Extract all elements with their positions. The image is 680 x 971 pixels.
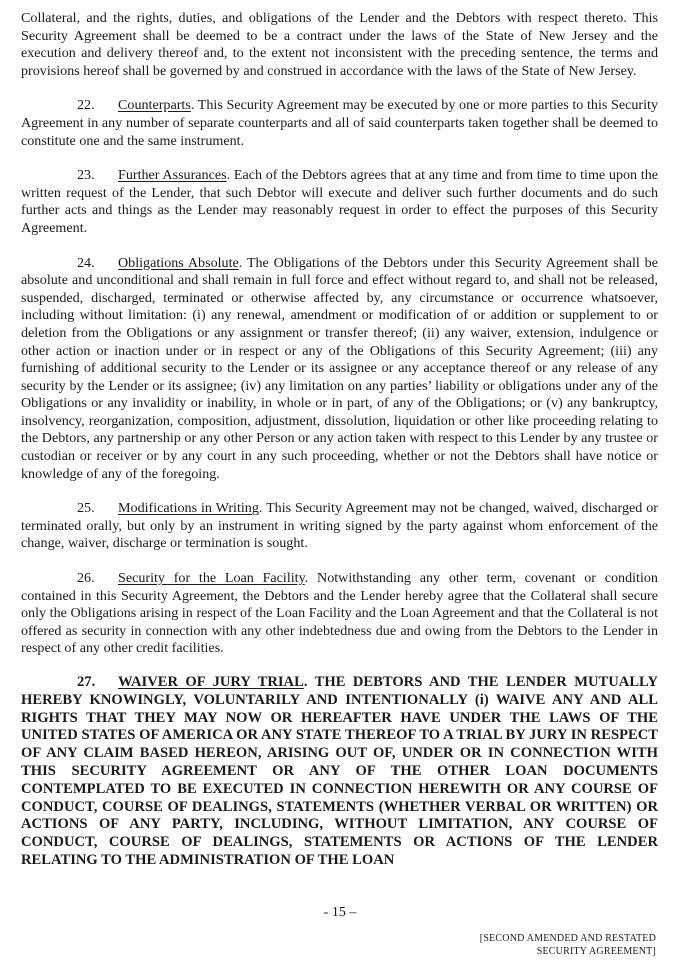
section-heading: Obligations Absolute <box>118 254 239 271</box>
section-heading: WAIVER OF JURY TRIAL <box>118 674 304 690</box>
section-26 <box>21 570 658 658</box>
section-number: 26. <box>77 570 95 587</box>
section-heading: Counterparts <box>118 97 191 114</box>
section-number: 22. <box>77 97 95 114</box>
section-heading: Further Assurances <box>118 167 227 184</box>
continued-paragraph: Collateral, and the rights, duties, and obligations of the Lender and the Debtors with respect thereto. This Security Agreement shall be deemed to be a contract under the laws of the State of New Jersey and the execution and delivery thereof and, to the extent not inconsistent with the preceding sentence, the terms and provisions hereof shall be governed by and construed in accordance with the laws of the State of New Jersey. <box>21 10 658 79</box>
section-text: . Each of the Debtors agrees that at any time and from time to time upon the written request of the Lender, that such Debtor will execute and deliver such further documents and do such further acts and things as the Lender may reasonably request in order to effect the purposes of this Security Agreement. <box>21 167 658 236</box>
section-number: 23. <box>77 167 95 184</box>
section-25 <box>21 500 658 553</box>
section-27-jury-waiver <box>21 674 658 870</box>
section-23 <box>21 167 658 237</box>
section-number: 24. <box>77 254 95 271</box>
section-22 <box>21 97 658 150</box>
section-number: 27. <box>77 674 96 690</box>
document-body <box>21 10 658 870</box>
section-text: . This Security Agreement may not be changed, waived, discharged or terminated orally, but only by an instrument in writing signed by the party against whom enforcement of the change, waiver, discharge or termination is sought. <box>21 500 658 552</box>
section-text: . Notwithstanding any other term, covenant or condition contained in this Security Agreement, the Debtors and the Lender hereby agree that the Collateral shall secure only the Obligations arising in respect of the Loan Facility and the Loan Agreement and that the Collateral is not offered as security in connection with any other indebtedness due and owing from the Debtors to the Lender in respect of any other credit facilities. <box>21 570 658 657</box>
section-text: . This Security Agreement may be executed by one or more parties to this Security Agreement in any number of separate counterparts and all of said counterparts taken together shall be deemed to constitute one and the same instrument. <box>21 97 658 149</box>
document-footer-label <box>416 932 656 958</box>
footer-label-line-2: SECURITY AGREEMENT] <box>536 946 656 957</box>
section-number: 25. <box>77 500 95 517</box>
section-24 <box>21 255 658 484</box>
page-number: - 15 – <box>323 905 357 920</box>
section-heading: Security for the Loan Facility <box>118 570 305 587</box>
section-text: . THE DEBTORS AND THE LENDER MUTUALLY HEREBY KNOWINGLY, VOLUNTARILY AND INTENTIONALLY (i) WAIVE ANY AND ALL RIGHTS THAT THEY MAY NOW OR HEREAFTER HAVE UNDER THE LAWS OF THE UNITED STATES OF AMERICA OR ANY STATE THEREOF TO A TRIAL BY JURY IN RESPECT OF ANY CLAIM BASED HEREON, ARISING OUT OF, UNDER OR IN CONNECTION WITH THIS SECURITY AGREEMENT OR ANY OF THE OTHER LOAN DOCUMENTS CONTEMPLATED TO BE EXECUTED IN CONNECTION HEREWITH OR ANY COURSE OF CONDUCT, COURSE OF DEALINGS, STATEMENTS (WHETHER VERBAL OR WRITTEN) OR ACTIONS OF ANY PARTY, INCLUDING, WITHOUT LIMITATION, ANY COURSE OF CONDUCT, COURSE OF DEALINGS, STATEMENTS OR ACTIONS OF THE LENDER RELATING TO THE ADMINISTRATION OF THE LOAN <box>21 674 658 868</box>
section-text: . The Obligations of the Debtors under this Security Agreement shall be absolute and unconditional and shall remain in full force and effect without regard to, and shall not be released, suspended, discharged, terminated or otherwise affected by, any circumstance or occurrence whatsoever, including without limitation: (i) any renewal, amendment or modification of or addition or supplement to or deletion from the Obligations or any assignment or transfer thereof; (ii) any waiver, extension, indulgence or other action or inaction under or in respect or any of the Obligations of this Security Agreement; (iii) any furnishing of additional security to the Lender or its assignee or any acceptance thereof or any release of any security by the Lender or its assignee; (iv) any limitation on any parties’ liability or obligations under any of the Obligations or any invalidity or inability, in whole or in part, of any of the Obligations; or (v) any bankruptcy, insolvency, reorganization, composition, adjustment, dissolution, liquidation or other like proceeding relating to the Debtors, any partnership or any other Person or any action taken with respect to this Lender by any trustee or custodian or receiver or by any court in any such proceeding, whether or not the Debtors shall have notice or knowledge of any of the foregoing. <box>21 254 658 482</box>
footer-label-line-1: [SECOND AMENDED AND RESTATED <box>479 933 656 944</box>
section-heading: Modifications in Writing <box>118 500 259 517</box>
